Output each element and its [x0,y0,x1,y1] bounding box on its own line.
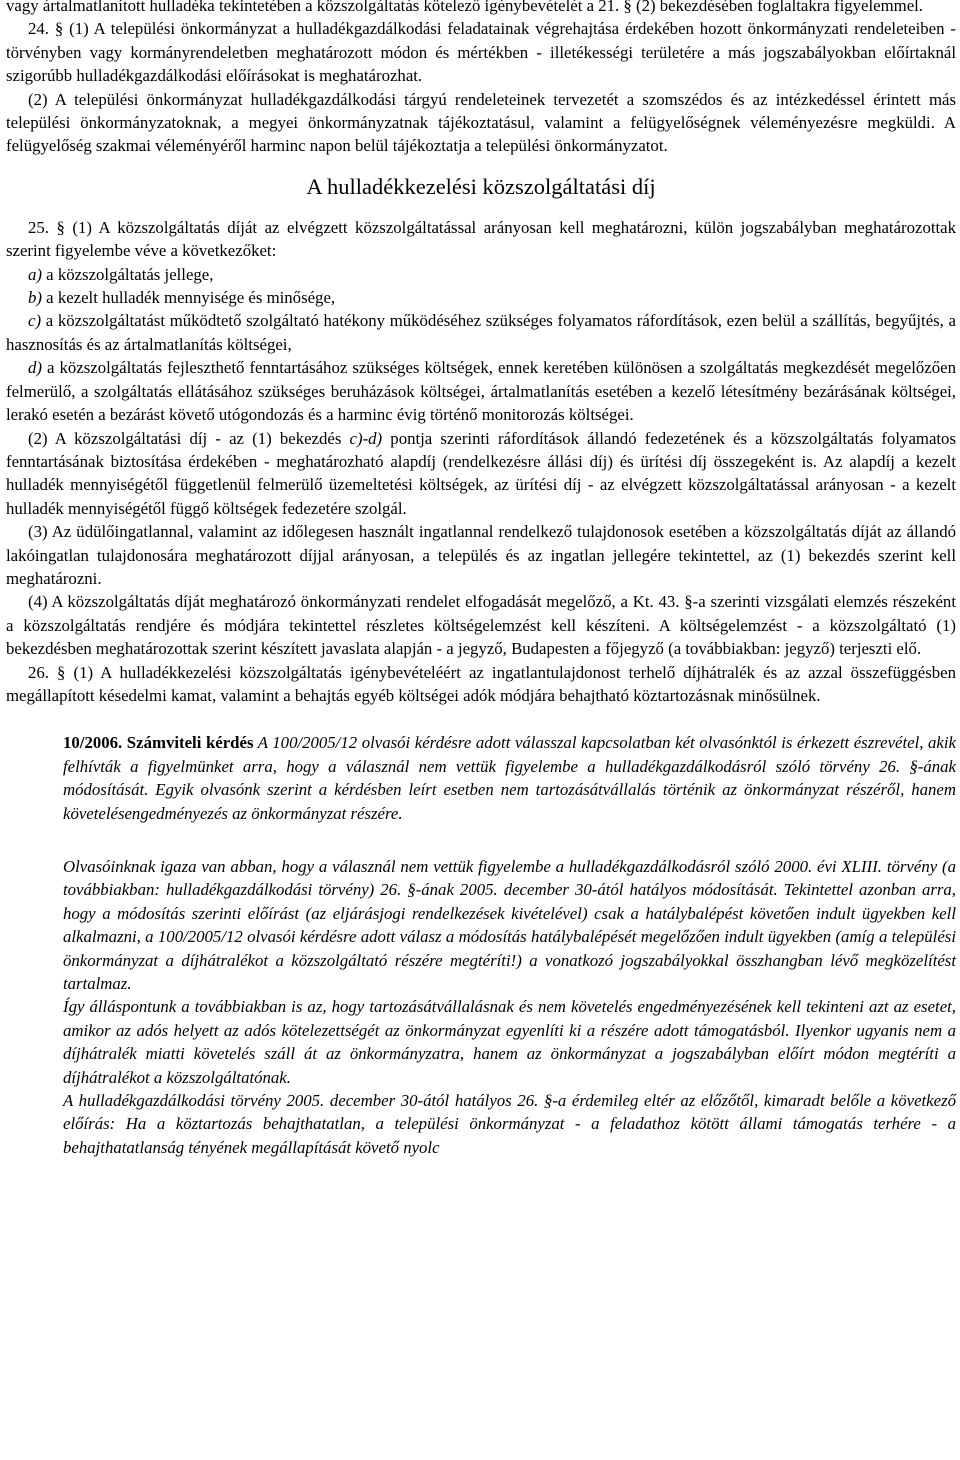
list-text: a közszolgáltatás jellege, [41,264,214,284]
list-text: a közszolgáltatást működtető szolgáltató hatékony működéséhez szükséges folyamatos ráfordítások, ezen belül a szállítás, begyűjtés, a hasznosítás és az ártalmatlanítás költségei, [6,311,956,354]
list-item-d [6,356,956,426]
section-25-para-4: (4) A közszolgáltatás díját meghatározó önkormányzati rendelet elfogadását megelőző, a Kt. 43. §-a szerinti vizsgálati elemzés részeként a közszolgáltatás rendjére és módjára tekintettel részletes költségelemzést kell készíteni. A költségelemzést - a közszolgáltató (1) bekezdésben meghatározottak szerint készített javaslata alapján - a jegyző, Budapesten a főjegyző (a továbbiakban: jegyző) terjeszti elő. [6,592,956,659]
section-25-para-3: (3) Az üdülőingatlannal, valamint az időlegesen használt ingatlannal rendelkező tulajdonosok esetében a közszolgáltatás díját az állandó lakóingatlan tulajdonosára meghatározott díjjal arányosan, a település és az ingatlan jellegére tekintettel, az (1) bekezdés szerint kell meghatározni. [6,522,956,588]
list-text: a kezelt hulladék mennyisége és minősége, [41,288,336,308]
qa-block [63,731,956,1159]
list-letter: a) [28,264,42,284]
qa-answer-para-3: A hulladékgazdálkodási törvény 2005. december 30-ától hatályos 26. §-a érdemileg eltér az előzőtől, kimaradt belőle a következő előírás: Ha a köztartozás behajthatatlan, a települési önkormányzat - a feladathoz kötött állami támogatás terhére - a behajthatatlanság tényének megállapítását követő nyolc [63,1091,956,1157]
qa-answer-para-1: Olvasóinknak igaza van abban, hogy a válasznál nem vettük figyelembe a hulladékgazdálkodásról szóló 2000. évi XLIII. törvény (a továbbiakban: hulladékgazdálkodási törvény) 26. §-ának 2005. december 30-ától hatályos módosítását. Tekintettel azonban arra, hogy a módosítás szerinti előírást (az eljárásjogi rendelkezések kivételével) csak a hatálybalépést követően indult ügyekben kell alkalmazni, a 100/2005/12 olvasói kérdésre adott válasz a módosítás hatálybalépését megelőzően indult ügyekben (amíg a települési önkormányzat a díjhátralékot a közszolgáltató részére megtéríti!) a vonatkozó jogszabályokkal összhangban lévő megközelítést tartalmaz. [63,857,956,994]
qa-number: 10/2006. [63,733,123,753]
qa-question [63,731,956,825]
section-25-para-2: (2) A közszolgáltatási díj - az (1) bekezdés c)-d) pontja szerinti ráfordítások állandó fedezetének és a közszolgáltatás folyamatos fenntartásának biztosítása érdekében - meghatározható alapdíj (rendelkezésre állási díj) és ürítési díj összegeként is. Az alapdíj a kezelt hulladék mennyiségétől függetlenül felmerülő üzemeltetési költségek, az ürítési díj - az elvégzett közszolgáltatással arányosan - a kezelt hulladék mennyiségétől függő költségek fedezetére szolgál. [6,428,956,518]
list-letter: b) [28,288,42,308]
section-25-para-1: 25. § (1) A közszolgáltatás díját az elvégzett közszolgáltatással arányosan kell meghatározni, külön jogszabályban meghatározottak szerint figyelembe véve a következőket: [6,217,956,261]
qa-title: Számviteli kérdés [126,733,254,753]
list-item-a [6,263,956,286]
spacer [63,825,956,855]
list-item-c [6,309,956,356]
section-24-para-1: 24. § (1) A települési önkormányzat a hulladékgazdálkodási feladatainak végrehajtása érdekében hozott önkormányzati rendeleteiben - törvényben vagy kormányrendeletben meghatározott módon és mértékben - illetékességi területére a más jogszabályokban előírtaknál szigorúbb hulladékgazdálkodási előírásokat is meghatározhat. [6,19,956,86]
list-text: a közszolgáltatás fejleszthető fenntartásához szükséges költségek, ennek keretében különösen a szolgáltatás megkezdését megelőzően felmerülő, a szolgáltatás ellátásához szükséges beruházások költségei, ártalmatlanítás esetében a kezelő létesítmény bezárásának költségei, lerakó esetén a bezárást követő utógondozás és a harminc évig történő monitorozás költségei. [6,358,956,425]
qa-intro: A 100/2005/12 olvasói kérdésre adott válasszal kapcsolatban két olvasónktól is érkezett észrevétel, akik felhívták a figyelmünket arra, hogy a válasznál nem vettük figyelembe a hulladékgazdálkodásról szóló törvény 26. §-ának módosítását. Egyik olvasónk szerint a kérdésben leírt esetben nem tartozásátvállalás történik az önkormányzat részéről, hanem követelésengedményezés az önkormányzat részére. [63,733,956,823]
section-26-para-1: 26. § (1) A hulladékkezelési közszolgáltatás igénybevételéért az ingatlantulajdonost terhelő díjhátralék és az azzal összefüggésben megállapított késedelmi kamat, valamint a behajtás egyéb költségei adók módjára behajtható köztartozásnak minősülnek. [6,662,956,705]
paragraph-continuation: vagy ártalmatlanított hulladéka tekintetében a közszolgáltatás kötelező igénybevételét a 21. § (2) bekezdésében foglaltakra figyelemmel. [6,0,923,15]
section-24-para-2: (2) A települési önkormányzat hulladékgazdálkodási tárgyú rendeleteinek tervezetét a szomszédos és az intézkedéssel érintett más települési önkormányzatoknak, a megyei önkormányzatnak tájékoztatásul, valamint a felügyelőségnek véleményezésre megküldi. A felügyelőség szakmai véleményéről harminc napon belül tájékoztatja a települési önkormányzatot. [6,89,956,156]
document-page [6,0,956,1159]
list-letter: d) [28,358,42,378]
list-letter: c) [28,311,42,331]
list-item-b [6,286,956,309]
qa-answer-para-2: Így álláspontunk a továbbiakban is az, hogy tartozásátvállalásnak és nem követelés engedményezésének kell tekinteni azt az esetet, amikor az adós helyett az adós kötelezettségét az önkormányzat egyenlíti ki a részére adott támogatásból. Ilyenkor ugyanis nem a díjhátralék miatti követelés száll át az önkormányzatra, hanem az önkormányzat a jogszabályban előírt módon megtéríti a díjhátralékot a közszolgáltatónak. [63,997,956,1087]
section-heading: A hulladékkezelési közszolgáltatási díj [306,173,656,199]
